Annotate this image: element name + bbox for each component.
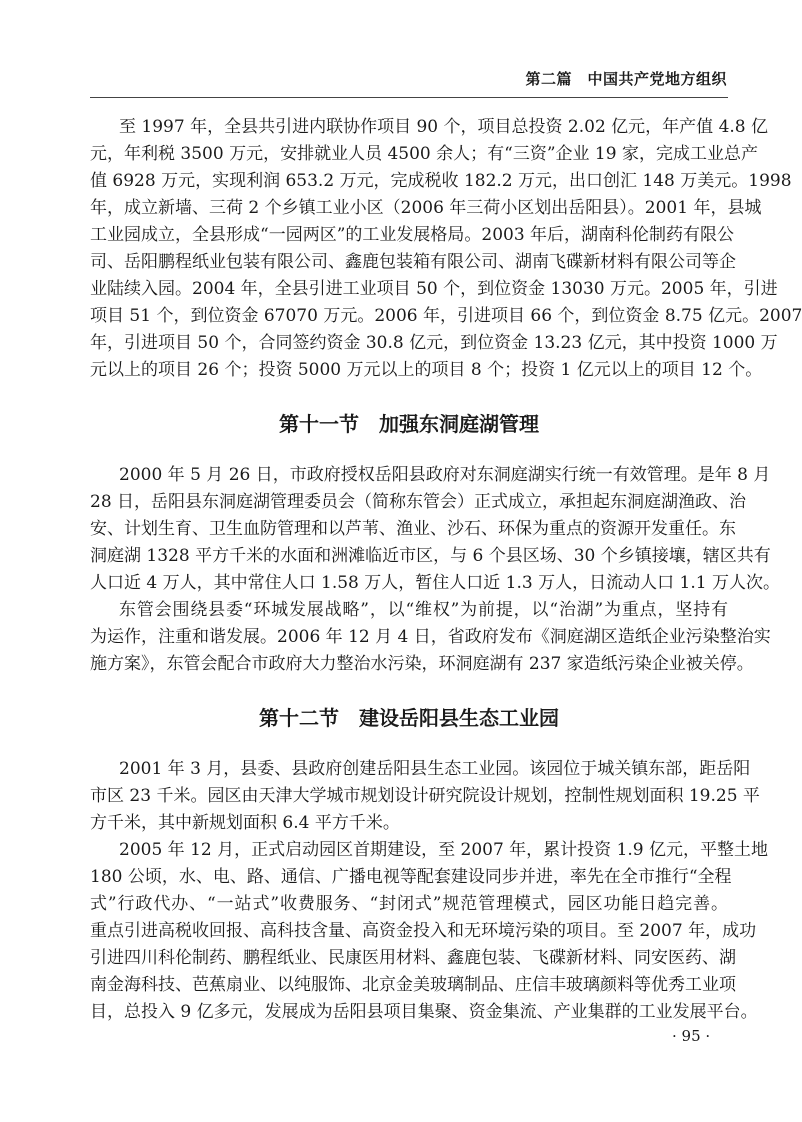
text-line: 元以上的项目 26 个；投资 5000 万元以上的项目 8 个；投资 1 亿元以上的项目 12 个。 bbox=[90, 360, 763, 380]
text-line: 业陆续入园。2004 年，全县引进工业项目 50 个，到位资金 13030 万元。2005 年，引进 bbox=[90, 279, 778, 299]
section-12-paragraph-2 bbox=[90, 837, 769, 1026]
running-header: 第二篇 中国共产党地方组织 bbox=[525, 70, 727, 88]
text-line: 年，引进项目 50 个，合同签约资金 30.8 亿元，到位资金 13.23 亿元，其中投资 1000 万 bbox=[90, 333, 778, 353]
text-line: 重点引进高税收回报、高科技含量、高资金投入和无环境污染的项目。至 2007 年，成功 bbox=[90, 921, 757, 941]
text-line: 司、岳阳鹏程纸业包装有限公司、鑫鹿包装箱有限公司、湖南飞碟新材料有限公司等企 bbox=[90, 252, 736, 272]
text-line: 28 日，岳阳县东洞庭湖管理委员会（简称东管会）正式成立，承担起东洞庭湖渔政、治 bbox=[90, 492, 747, 512]
text-line: 元，年利税 3500 万元，安排就业人员 4500 余人；有“三资”企业 19 家，完成工业总产 bbox=[90, 144, 758, 164]
text-line: 施方案》，东管会配合市政府大力整治水污染，环洞庭湖有 237 家造纸污染企业被关停。 bbox=[90, 654, 754, 674]
text-line: 式”行政代办、“一站式”收费服务、“封闭式”规范管理模式，园区功能日趋完善。 bbox=[90, 894, 728, 914]
text-line: 值 6928 万元，实现利润 653.2 万元，完成税收 182.2 万元，出口创汇 148 万美元。1998 bbox=[90, 171, 792, 191]
page-number: · 95 · bbox=[672, 1027, 711, 1045]
section-11-paragraph-1 bbox=[90, 462, 780, 597]
text-line: 目，总投入 9 亿多元，发展成为岳阳县项目集聚、资金集流、产业集群的工业发展平台。 bbox=[90, 1002, 758, 1022]
text-line: 年，成立新墙、三荷 2 个乡镇工业小区（2006 年三荷小区划出岳阳县）。2001 年，县城 bbox=[90, 198, 762, 218]
section-11-paragraph-2 bbox=[90, 597, 771, 678]
section-intro bbox=[90, 114, 802, 384]
section-heading-12: 第十二节 建设岳阳县生态工业园 bbox=[259, 706, 559, 730]
text-line: 市区 23 千米。园区由天津大学城市规划设计研究院设计规划，控制性规划面积 19.25 平 bbox=[90, 786, 760, 806]
header-rule bbox=[90, 97, 728, 98]
text-line: 2000 年 5 月 26 日，市政府授权岳阳县政府对东洞庭湖实行统一有效管理。是年 8 月 bbox=[119, 465, 771, 485]
text-line: 180 公顷，水、电、路、通信、广播电视等配套建设同步并进，率先在全市推行“全程 bbox=[90, 867, 732, 887]
text-line: 人口近 4 万人，其中常住人口 1.58 万人，暂住人口近 1.3 万人，日流动人口 1.1 万人次。 bbox=[90, 573, 780, 593]
text-line: 为运作，注重和谐发展。2006 年 12 月 4 日，省政府发布《洞庭湖区造纸企业污染整治实 bbox=[90, 627, 771, 647]
text-line: 2001 年 3 月，县委、县政府创建岳阳县生态工业园。该园位于城关镇东部，距岳阳 bbox=[119, 759, 751, 779]
section-heading-11: 第十一节 加强东洞庭湖管理 bbox=[279, 412, 539, 436]
text-line: 项目 51 个，到位资金 67070 万元。2006 年，引进项目 66 个，到位资金 8.75 亿元。2007 bbox=[90, 306, 802, 326]
text-line: 至 1997 年，全县共引进内联协作项目 90 个，项目总投资 2.02 亿元，年产值 4.8 亿 bbox=[119, 117, 769, 137]
text-line: 安、计划生育、卫生血防管理和以芦苇、渔业、沙石、环保为重点的资源开发重任。东 bbox=[90, 519, 736, 539]
text-line: 洞庭湖 1328 平方千米的水面和洲滩临近市区，与 6 个县区场、30 个乡镇接壤，辖区共有 bbox=[90, 546, 771, 566]
text-line: 引进四川科伦制药、鹏程纸业、民康医用材料、鑫鹿包装、飞碟新材料、同安医药、湖 bbox=[90, 948, 736, 968]
text-line: 工业园成立，全县形成“一园两区”的工业发展格局。2003 年后，湖南科伦制药有限公 bbox=[90, 225, 735, 245]
text-line: 2005 年 12 月，正式启动园区首期建设，至 2007 年，累计投资 1.9 亿元，平整土地 bbox=[119, 840, 769, 860]
section-12-paragraph-1 bbox=[90, 756, 760, 837]
text-line: 南金海科技、芭蕉扇业、以纯服饰、北京金美玻璃制品、庄信丰玻璃颜料等优秀工业项 bbox=[90, 975, 736, 995]
text-line: 东管会围绕县委“环城发展战略”，以“维权”为前提，以“治湖”为重点，坚持有 bbox=[119, 600, 728, 620]
text-line: 方千米，其中新规划面积 6.4 平方千米。 bbox=[90, 813, 400, 833]
